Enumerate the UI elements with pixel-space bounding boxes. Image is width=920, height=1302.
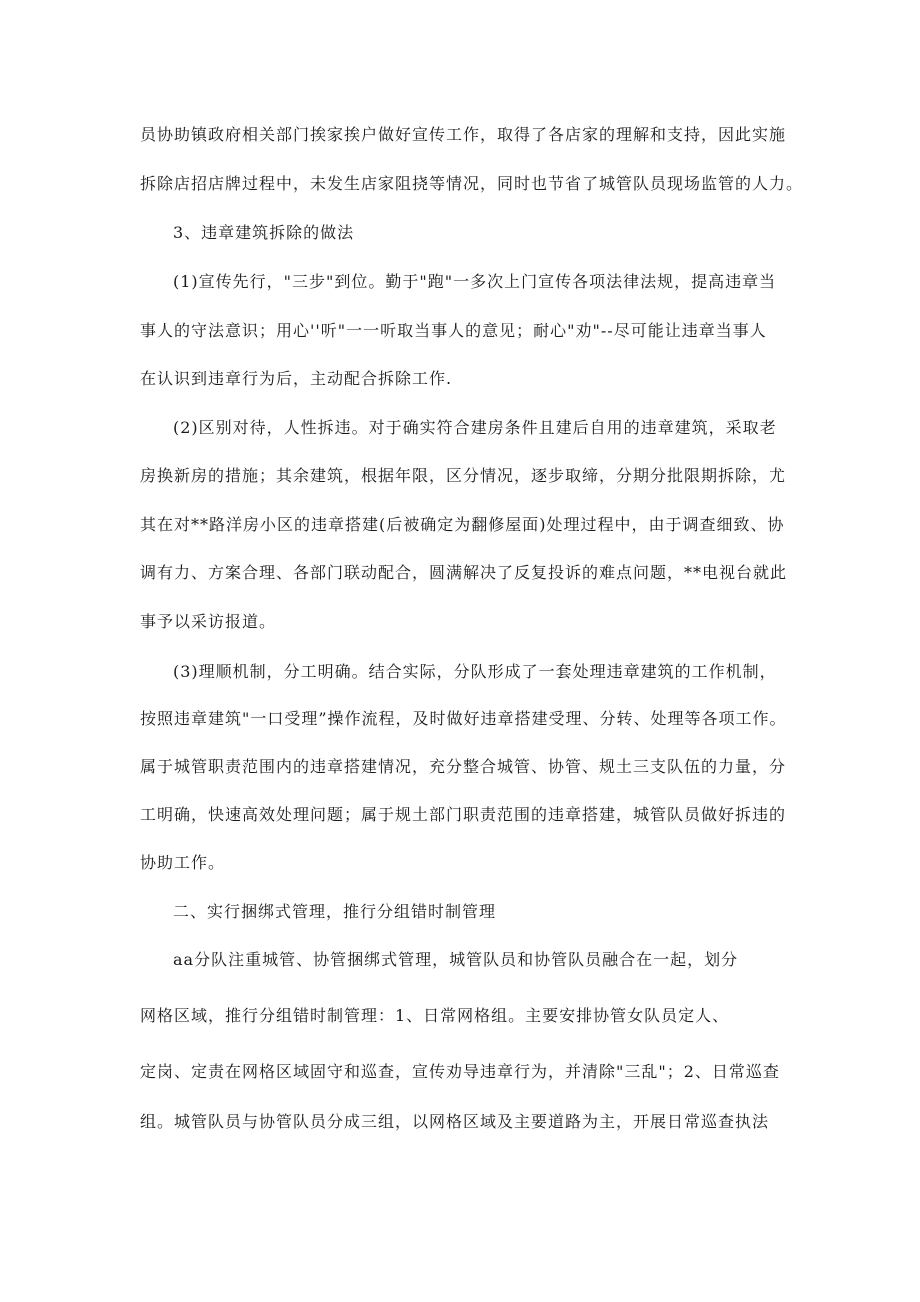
paragraph-line: 拆除店招店牌过程中，未发生店家阻挠等情况，同时也节省了城管队员现场监管的人力。 [140, 174, 804, 193]
paragraph-line: (2)区别对待，人性拆违。对于确实符合建房条件且建后自用的违章建筑，采取老 [173, 418, 777, 437]
section-heading: 3、违章建筑拆除的做法 [173, 223, 355, 242]
paragraph-line: 其在对**路洋房小区的违章搭建(后被确定为翻修屋面)处理过程中，由于调查细致、协 [140, 515, 785, 534]
section-heading: 二、实行捆绑式管理，推行分组错时制管理 [173, 902, 497, 921]
paragraph-line: 在认识到违章行为后，主动配合拆除工作. [140, 369, 453, 388]
paragraph-line: 员协助镇政府相关部门挨家挨户做好宣传工作，取得了各店家的理解和支持，因此实施 [140, 125, 787, 144]
paragraph-line: 工明确，快速高效处理问题；属于规土部门职责范围的违章搭建，城管队员做好拆违的 [140, 805, 787, 824]
paragraph-line: 属于城管职责范围内的违章搭建情况，充分整合城管、协管、规土三支队伍的力量，分 [140, 757, 787, 776]
paragraph-line: aa分队注重城管、协管捆绑式管理，城管队员和协管队员融合在一起，划分 [173, 950, 739, 969]
paragraph-line: 事人的守法意识；用心''听"一一听取当事人的意见；耐心"劝"--尽可能让违章当事人 [140, 321, 767, 340]
paragraph-line: 事予以采访报道。 [140, 612, 277, 631]
paragraph-line: 网格区域，推行分组错时制管理：1、日常网格组。主要安排协管女队员定人、 [140, 1006, 730, 1025]
paragraph-line: 调有力、方案合理、各部门联动配合，圆满解决了反复投诉的难点问题，**电视台就此 [140, 563, 788, 582]
paragraph-line: 房换新房的措施；其余建筑，根据年限，区分情况，逐步取缔，分期分批限期拆除，尤 [140, 466, 787, 485]
paragraph-line: 定岗、定责在网格区域固守和巡查，宣传劝导违章行为，并清除"三乱"；2、日常巡查 [140, 1062, 780, 1081]
paragraph-line: (3)理顺机制，分工明确。结合实际，分队形成了一套处理违章建筑的工作机制， [173, 662, 777, 681]
paragraph-line: 按照违章建筑"一口受理”操作流程，及时做好违章搭建受理、分转、处理等各项工作。 [140, 709, 787, 728]
paragraph-line: 组。城管队员与协管队员分成三组，以网格区域及主要道路为主，开展日常巡查执法 [140, 1112, 770, 1131]
paragraph-line: 协助工作。 [140, 853, 226, 872]
paragraph-line: (1)宣传先行，"三步"到位。勤于"跑"一多次上门宣传各项法律法规，提高违章当 [173, 272, 777, 291]
